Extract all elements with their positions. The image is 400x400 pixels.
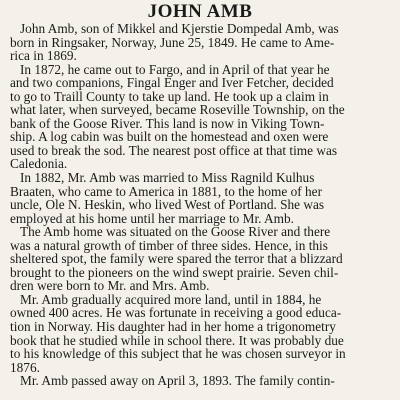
text-line: In 1882, Mr. Amb was married to Miss Ragnild Kulhus: [20, 170, 315, 186]
text-line: bank of the Goose River. This land is now in Viking Town-: [10, 115, 325, 131]
text-line: Caledonia.: [10, 156, 68, 172]
text-line: brought to the pioneers on the wind swept prairie. Seven chil-: [10, 264, 339, 280]
text-line: The Amb home was situated on the Goose River and there: [20, 224, 331, 240]
text-line: Braaten, who came to America in 1881, to the home of her: [10, 183, 323, 199]
text-line: Mr. Amb passed away on April 3, 1893. The family contin-: [20, 373, 335, 389]
text-line: was a natural growth of timber of three sides. Hence, in this: [10, 237, 328, 253]
text-line: to go to Traill County to take up land. He took up a claim in: [10, 88, 329, 104]
text-line: sheltered spot, the family were spared the terror that a blizzard: [10, 251, 343, 267]
text-line: 1876.: [10, 359, 40, 375]
text-line: owned 400 acres. He was fortunate in receiving a good educa-: [10, 305, 342, 321]
text-line: to his knowledge of this subject that he was chosen surveyor in: [10, 346, 346, 362]
text-line: Mr. Amb gradually acquired more land, until in 1884, he: [20, 291, 322, 307]
text-line: dren were born to Mr. and Mrs. Amb.: [10, 278, 210, 294]
text-line: tion in Norway. His daughter had in her home a trigonometry: [10, 319, 336, 335]
text-line: book that he studied while in school there. It was probably due: [10, 332, 344, 348]
text-line: rica in 1869.: [10, 48, 77, 64]
text-line: John Amb, son of Mikkel and Kjerstie Dompedal Amb, was: [20, 21, 339, 36]
article-body: [10, 22, 396, 388]
text-line: ship. A log cabin was built on the homestead and oxen were: [10, 129, 329, 145]
text-line: employed at his home until her marriage to Mr. Amb.: [10, 210, 294, 226]
text-line: and two companions, Fingal Enger and Iver Fetcher, decided: [10, 75, 334, 91]
text-line: born in Ringsaker, Norway, June 25, 1849. He came to Ame-: [10, 34, 335, 50]
text-line: what later, when surveyed, became Roseville Township, on the: [10, 102, 345, 118]
text-line: used to break the sod. The nearest post office at that time was: [10, 142, 338, 158]
page-title: JOHN AMB: [147, 1, 253, 22]
text-line: In 1872, he came out to Fargo, and in April of that year he: [20, 61, 330, 77]
text-line: uncle, Ole N. Heskin, who lived West of Portland. She was: [10, 197, 325, 213]
